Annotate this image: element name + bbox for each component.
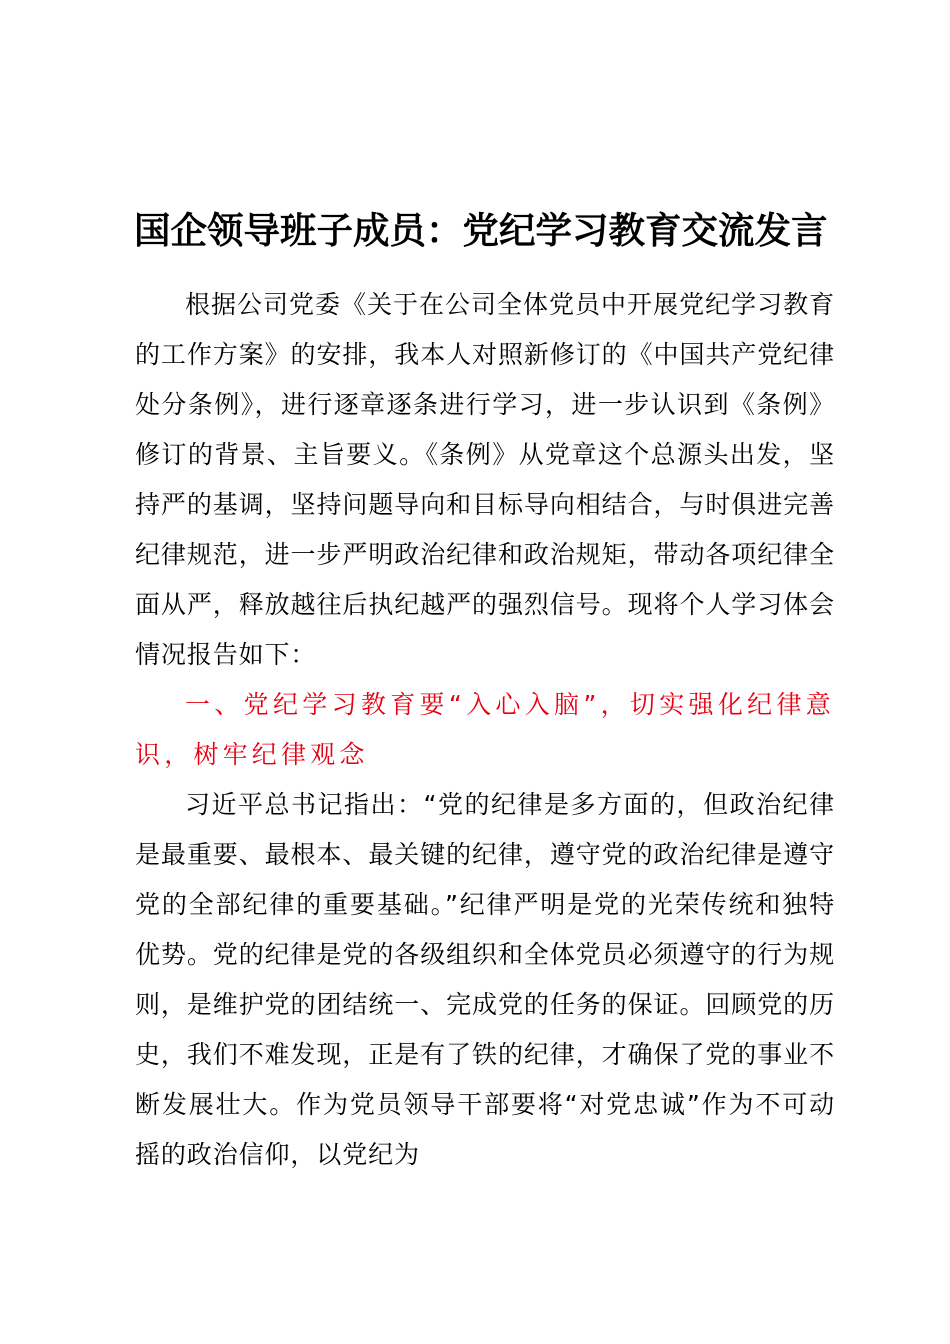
section-heading-1: 一、党纪学习教育要“入心入脑”，切实强化纪律意识，树牢纪律观念 (135, 690, 835, 769)
body-paragraph-section-1: 习近平总书记指出：“党的纪律是多方面的，但政治纪律是最重要、最根本、最关键的纪律，遵守党的政治纪律是遵守党的全部纪律的重要基础。”纪律严明是党的光荣传统和独特优势。党的纪律是党的各级组织和全体党员必须遵守的行为规则，是维护党的团结统一、完成党的任务的保证。回顾党的历史，我们不难发现，正是有了铁的纪律，才确保了党的事业不断发展壮大。作为党员领导干部要将“对党忠诚”作为不可动摇的政治信仰，以党纪为 (135, 790, 835, 1169)
document-title: 国企领导班子成员：党纪学习教育交流发言 (134, 209, 828, 252)
body-paragraph-intro: 根据公司党委《关于在公司全体党员中开展党纪学习教育的工作方案》的安排，我本人对照新修订的《中国共产党纪律处分条例》，进行逐章逐条进行学习，进一步认识到《条例》修订的背景、主旨要义。《条例》从党章这个总源头出发，坚持严的基调，坚持问题导向和目标导向相结合，与时俱进完善纪律规范，进一步严明政治纪律和政治规矩，带动各项纪律全面从严，释放越往后执纪越严的强烈信号。现将个人学习体会情况报告如下： (135, 290, 835, 669)
document-body (135, 280, 835, 1180)
